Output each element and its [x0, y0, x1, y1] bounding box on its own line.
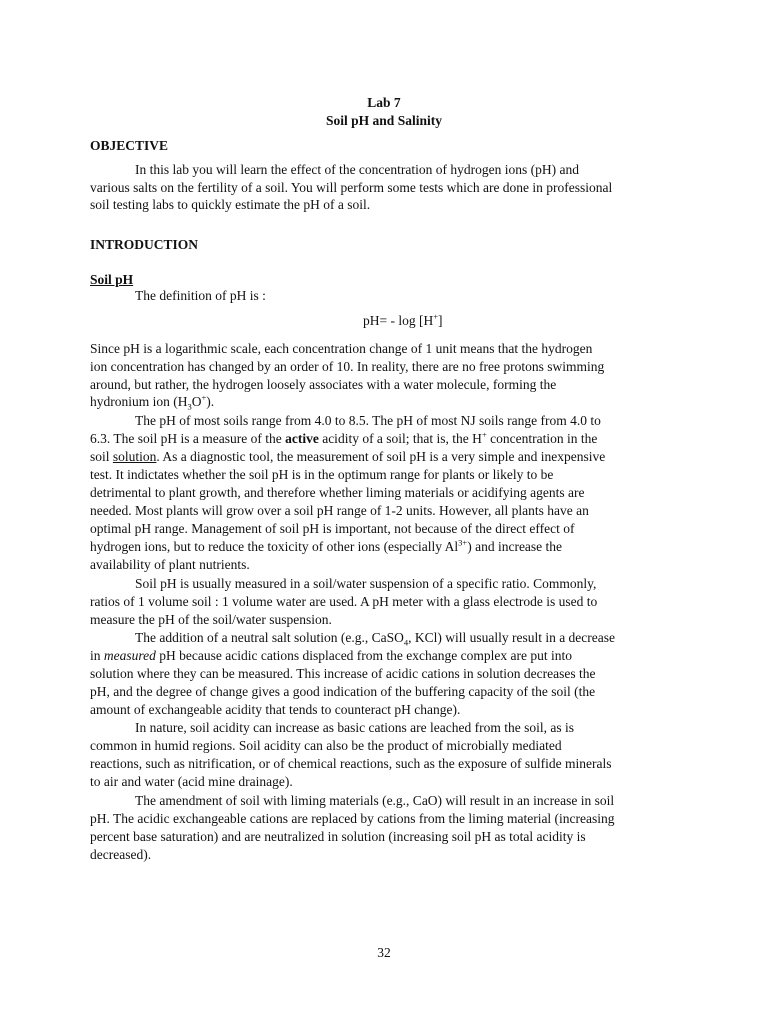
paragraph-line: amount of exchangeable acidity that tends to counteract pH change).	[90, 702, 461, 717]
paragraph-line: in measured pH because acidic cations displaced from the exchange complex are put into	[90, 648, 572, 663]
paragraph-line: Since pH is a logarithmic scale, each concentration change of 1 unit means that the hydrogen	[90, 341, 593, 356]
objective-line: soil testing labs to quickly estimate the pH of a soil.	[90, 197, 371, 212]
paragraph-line: optimal pH range. Management of soil pH is important, not because of the direct effect of	[90, 521, 575, 536]
paragraph-line: 6.3. The soil pH is a measure of the active acidity of a soil; that is, the H+ concentration in the	[90, 429, 598, 446]
underlined-solution: solution	[112, 449, 157, 464]
paragraph-line: Soil pH is usually measured in a soil/water suspension of a specific ratio. Commonly,	[135, 576, 597, 591]
paragraph-line: detrimental to plant growth, and therefore whether liming materials or acidifying agents are	[90, 485, 585, 500]
objective-line: various salts on the fertility of a soil. You will perform some tests which are done in professional	[90, 180, 613, 195]
paragraph-line: hydronium ion $(H_3O^+)$.	[90, 392, 215, 412]
paragraph-line: ion concentration has changed by an order of 10. In reality, there are no free protons swimming	[90, 359, 605, 374]
lab-number: Lab 7	[367, 95, 401, 110]
paragraph-line: The amendment of soil with liming materials (e.g., CaO) will result in an increase in soil	[135, 793, 615, 808]
paragraph-line: reactions, such as nitrification, or of chemical reactions, such as the exposure of sulfide minerals	[90, 756, 612, 771]
introduction-heading: INTRODUCTION	[90, 237, 199, 252]
paragraph-line: hydrogen ions, but to reduce the toxicity of other ions (especially $Al^{3+}$) and increase the	[90, 537, 563, 554]
paragraph-line: common in humid regions. Soil acidity can also be the product of microbially mediated	[90, 738, 562, 753]
emphasis-measured: measured	[103, 648, 156, 663]
paragraph-line: solution where they can be measured. This increase of acidic cations in solution decreases the	[90, 666, 596, 681]
paragraph-line: pH. The acidic exchangeable cations are replaced by cations from the liming material (increasing	[90, 811, 615, 826]
paragraph-line: pH, and the degree of change gives a good indication of the buffering capacity of the soil (the	[90, 684, 596, 699]
paragraph-line: measure the pH of the soil/water suspension.	[90, 612, 332, 627]
lab-title: Soil pH and Salinity	[326, 113, 442, 128]
page-number: 32	[377, 945, 391, 960]
ph-equation: pH= - log [H+]	[363, 311, 443, 328]
objective-heading: OBJECTIVE	[90, 138, 169, 153]
paragraph-line: percent base saturation) and are neutralized in solution (increasing soil pH as total acidity is	[90, 829, 586, 844]
paragraph-line: needed. Most plants will grow over a soil pH range of 1-2 units. However, all plants have an	[90, 503, 589, 518]
paragraph-line: ratios of 1 volume soil : 1 volume water are used. A pH meter with a glass electrode is used to	[90, 594, 598, 609]
paragraph-line: decreased).	[90, 847, 152, 862]
paragraph-line: test. It indictates whether the soil pH is in the optimum range for plants or likely to be	[90, 467, 554, 482]
emphasis-active: active	[285, 431, 319, 446]
paragraph-line: soil solution. As a diagnostic tool, the measurement of soil pH is a very simple and inexpensive	[90, 449, 606, 464]
objective-line: In this lab you will learn the effect of the concentration of hydrogen ions (pH) and	[135, 162, 579, 177]
paragraph-line: The addition of a neutral salt solution (e.g., CaSO$_4$, KCl) will usually result in a decrease	[135, 630, 616, 648]
paragraph-line: In nature, soil acidity can increase as basic cations are leached from the soil, as is	[135, 720, 574, 735]
paragraph-line: availability of plant nutrients.	[90, 557, 250, 572]
soil-ph-heading: Soil pH	[90, 272, 134, 287]
paragraph-line: around, but rather, the hydrogen loosely associates with a water molecule, forming the	[90, 377, 557, 392]
paragraph-line: to air and water (acid mine drainage).	[90, 774, 293, 789]
paragraph-line: The pH of most soils range from 4.0 to 8.5. The pH of most NJ soils range from 4.0 to	[135, 413, 601, 428]
definition-line: The definition of pH is :	[135, 288, 266, 303]
